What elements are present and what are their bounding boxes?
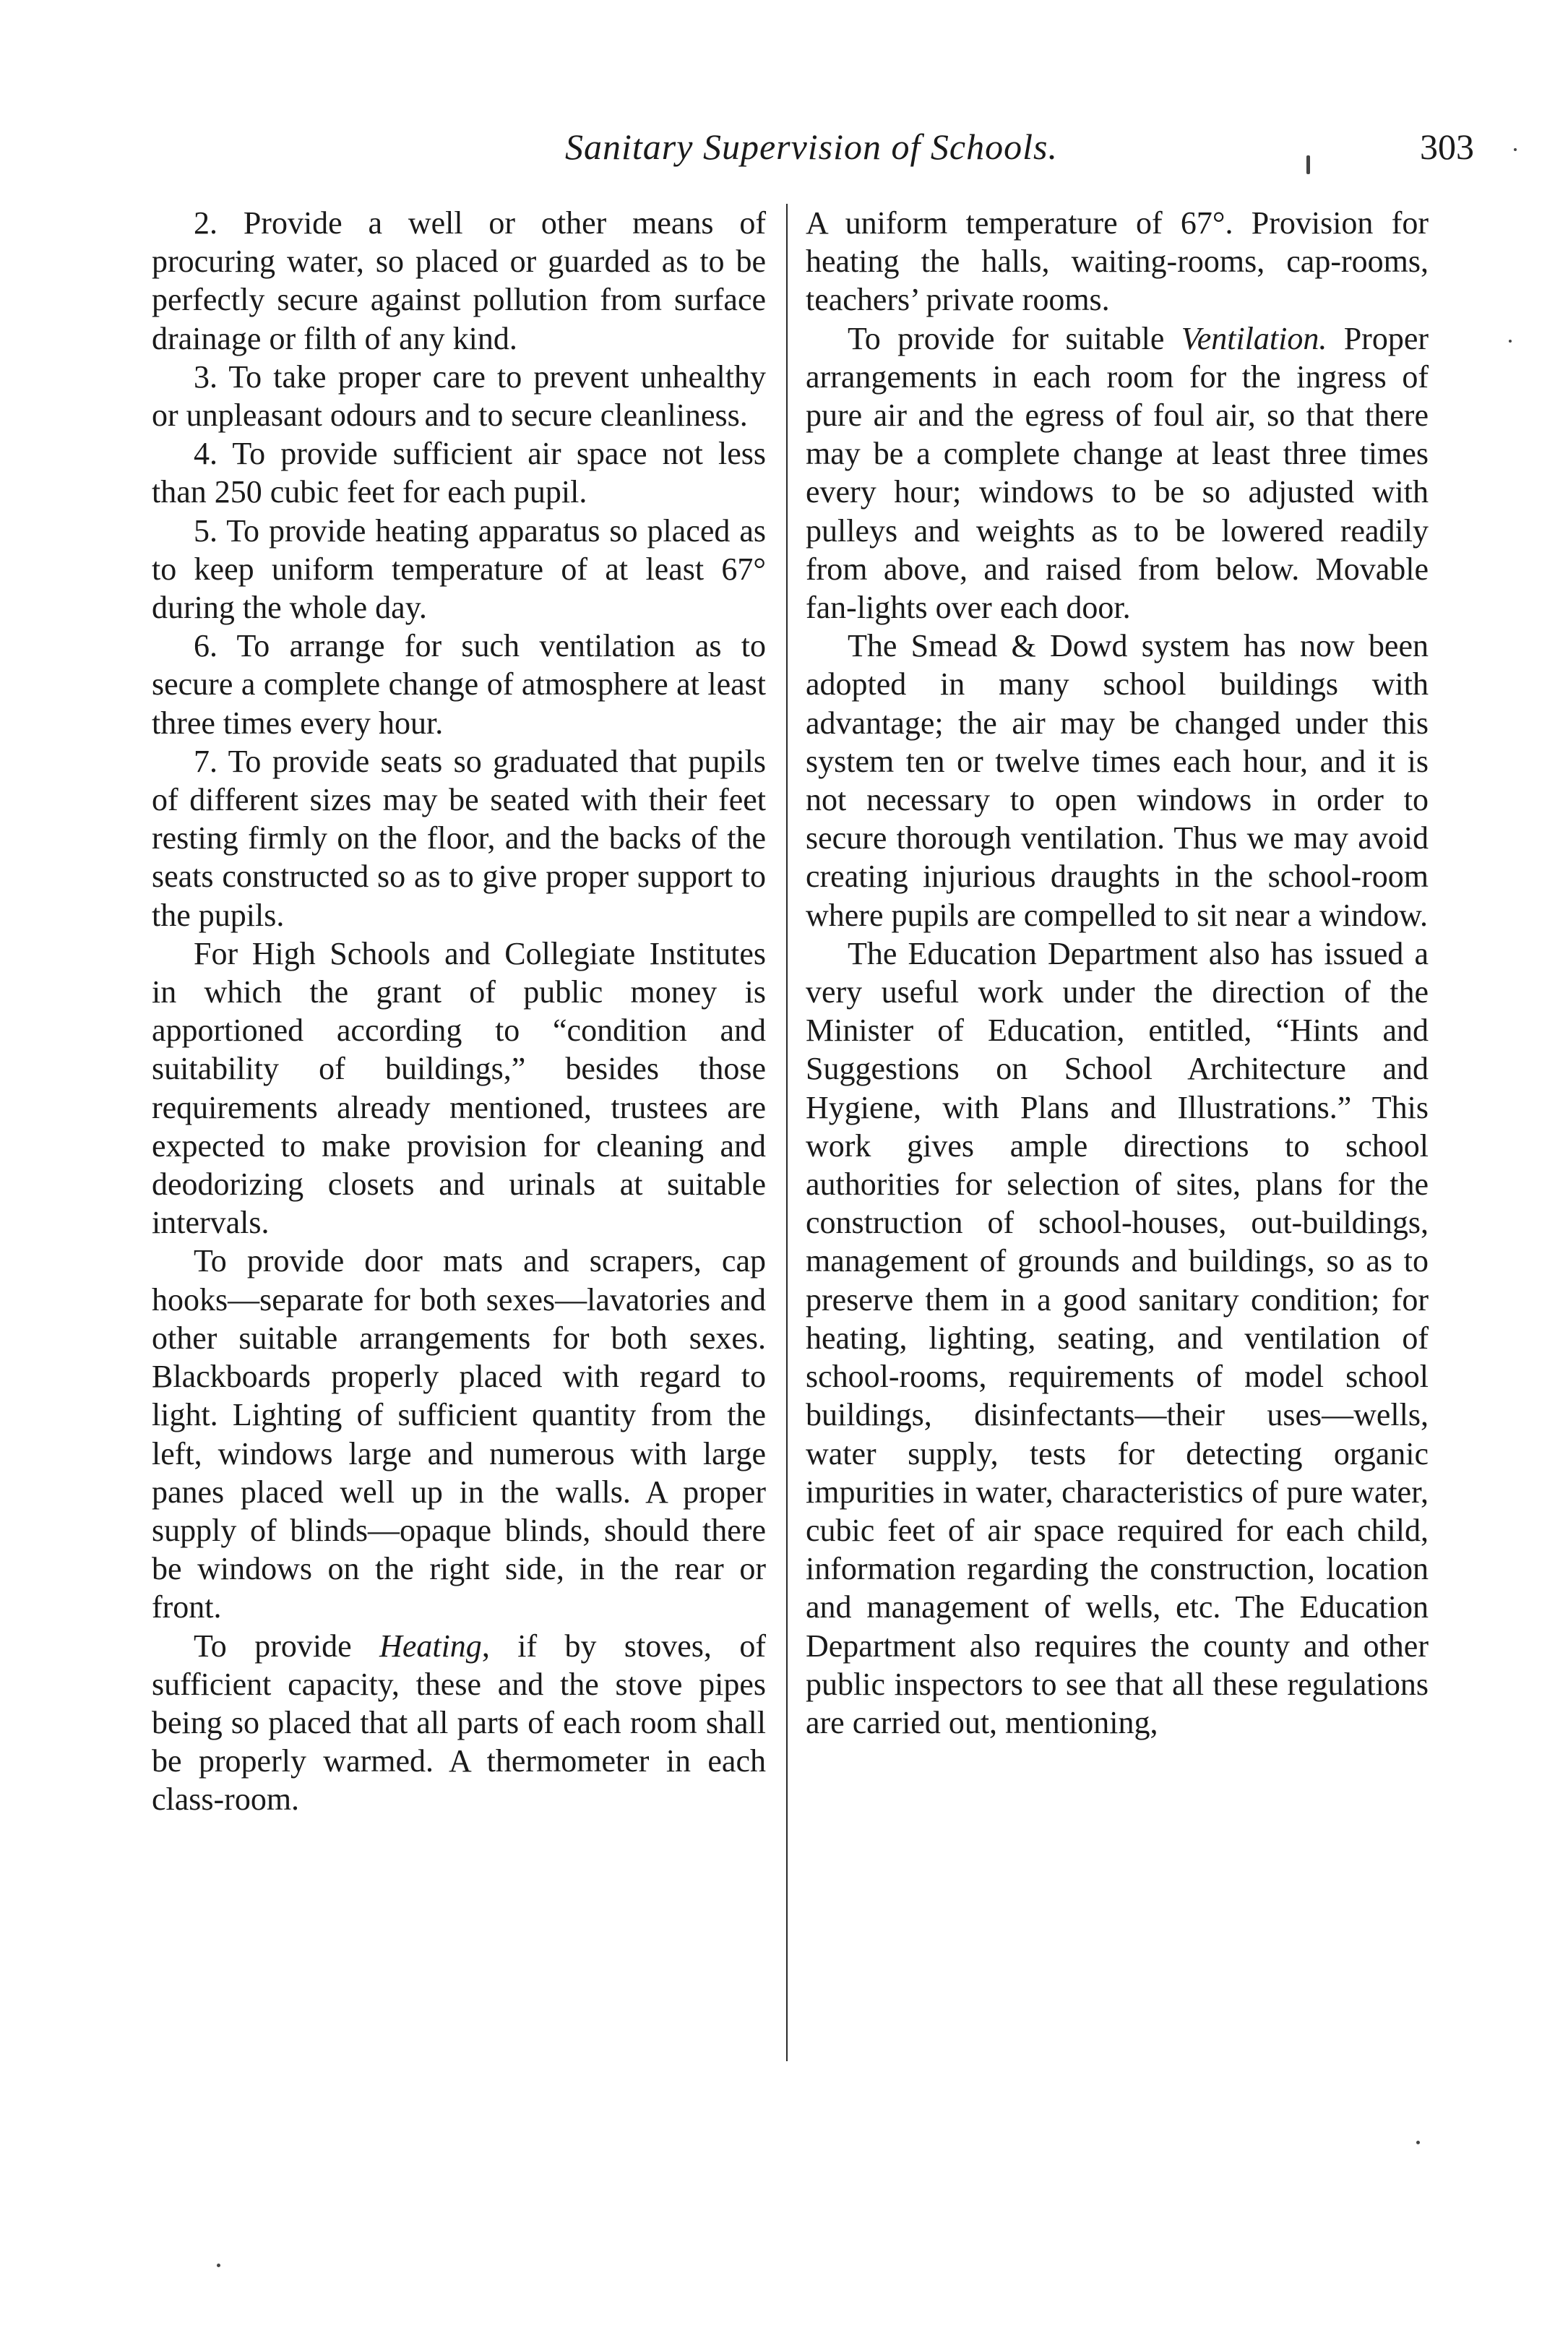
paragraph-high-schools: For High Schools and Collegiate Institutes in which the grant of public money is apportioned according to “condition and suitability of buildings,” besides those requirements already mentioned, trustees are expected to make provision for cleaning and deodorizing closets and urinals at suitable intervals.	[152, 935, 766, 1241]
list-item-3: 3. To take proper care to prevent unhealthy or unpleasant odours and to secure cleanliness.	[152, 358, 766, 434]
paragraph-ventilation	[806, 319, 1429, 627]
print-speck	[1416, 2141, 1420, 2144]
column-divider	[786, 204, 788, 2061]
ventilation-body-text: Proper arrangements in each room for the ingress of pure air and the egress of foul air, so that there may be a complete change at least three times every hour; windows to be so adjusted with pulleys and weights as to be lowered readily from above, and raised from below. Movable fan-lights over each door.	[806, 320, 1429, 626]
list-item-4: 4. To provide sufficient air space not less than 250 cubic feet for each pupil.	[152, 436, 766, 510]
print-speck	[1509, 340, 1512, 343]
print-speck	[217, 2264, 220, 2267]
list-item-6: 6. To arrange for such ventilation as to secure a complete change of atmosphere at least three times every hour.	[152, 628, 766, 741]
running-title: Sanitary Supervision of Schools.	[565, 126, 1058, 167]
paragraph-temperature: A uniform temperature of 67°. Provision for heating the halls, waiting-rooms, cap-rooms, teachers’ private rooms.	[806, 205, 1429, 318]
heating-lead-text: To provide	[194, 1628, 380, 1664]
paragraph-door-mats: To provide door mats and scrapers, cap hooks—separate for both sexes—lavatories and other suitable arrangements for both sexes. Blackboards properly placed with regard to light. Lighting of sufficient quantity from the left, windows large and numerous with large panes placed well up in the walls. A proper supply of blinds—opaque blinds, should there be windows on the right side, in the rear or front.	[152, 1243, 766, 1625]
ventilation-lead-text: To provide for suitable	[848, 320, 1181, 356]
print-speck	[1514, 148, 1517, 151]
paragraph-smead-dowd: The Smead & Dowd system has now been adopted in many school buildings with advantage; the air may be changed under this system ten or twelve times each hour, and it is not necessary to open windows in order to secure thorough ventilation. Thus we may avoid creating injurious draughts in the school-room where pupils are compelled to sit near a window.	[806, 628, 1429, 933]
heating-italic-term: Heating	[379, 1628, 482, 1664]
right-column	[806, 204, 1429, 1742]
list-item-2: 2. Provide a well or other means of procuring water, so placed or guarded as to be perfectly secure against pollution from surface drainage or filth of any kind.	[152, 205, 766, 356]
running-head	[149, 121, 1474, 179]
list-item-7: 7. To provide seats so graduated that pupils of different sizes may be seated with their feet resting firmly on the floor, and the backs of the seats constructed so as to give proper support to the pupils.	[152, 743, 766, 933]
paragraph-education-department: The Education Department also has issued a very useful work under the direction of the Minister of Education, entitled, “Hints and Suggestions on School Architecture and Hygiene, with Plans and Illustrations.” This work gives ample directions to school authorities for selection of sites, plans for the construction of school-houses, out-buildings, management of grounds and buildings, so as to preserve them in a good sanitary condition; for heating, lighting, seating, and ventilation of school-rooms, requirements of model school buildings, disinfectants—their uses—wells, water supply, tests for detecting organic impurities in water, characteristics of pure water, cubic feet of air space required for each child, information regarding the construction, location and management of wells, etc. The Education Department also requires the county and other public inspectors to see that all these regulations are carried out, mentioning,	[806, 935, 1429, 1740]
left-column	[152, 204, 766, 1819]
print-speck	[1306, 155, 1310, 174]
ventilation-italic-term: Ventilation.	[1181, 320, 1327, 356]
heating-body-text: , if by stoves, of sufficient capacity, these and the stove pipes being so placed that all parts of each room shall be properly warmed. A thermometer in each class-room.	[152, 1628, 766, 1818]
page-number: 303	[1420, 126, 1474, 167]
list-item-5: 5. To provide heating apparatus so placed as to keep uniform temperature of at least 67° during the whole day.	[152, 512, 766, 626]
paragraph-heating	[152, 1627, 766, 1819]
